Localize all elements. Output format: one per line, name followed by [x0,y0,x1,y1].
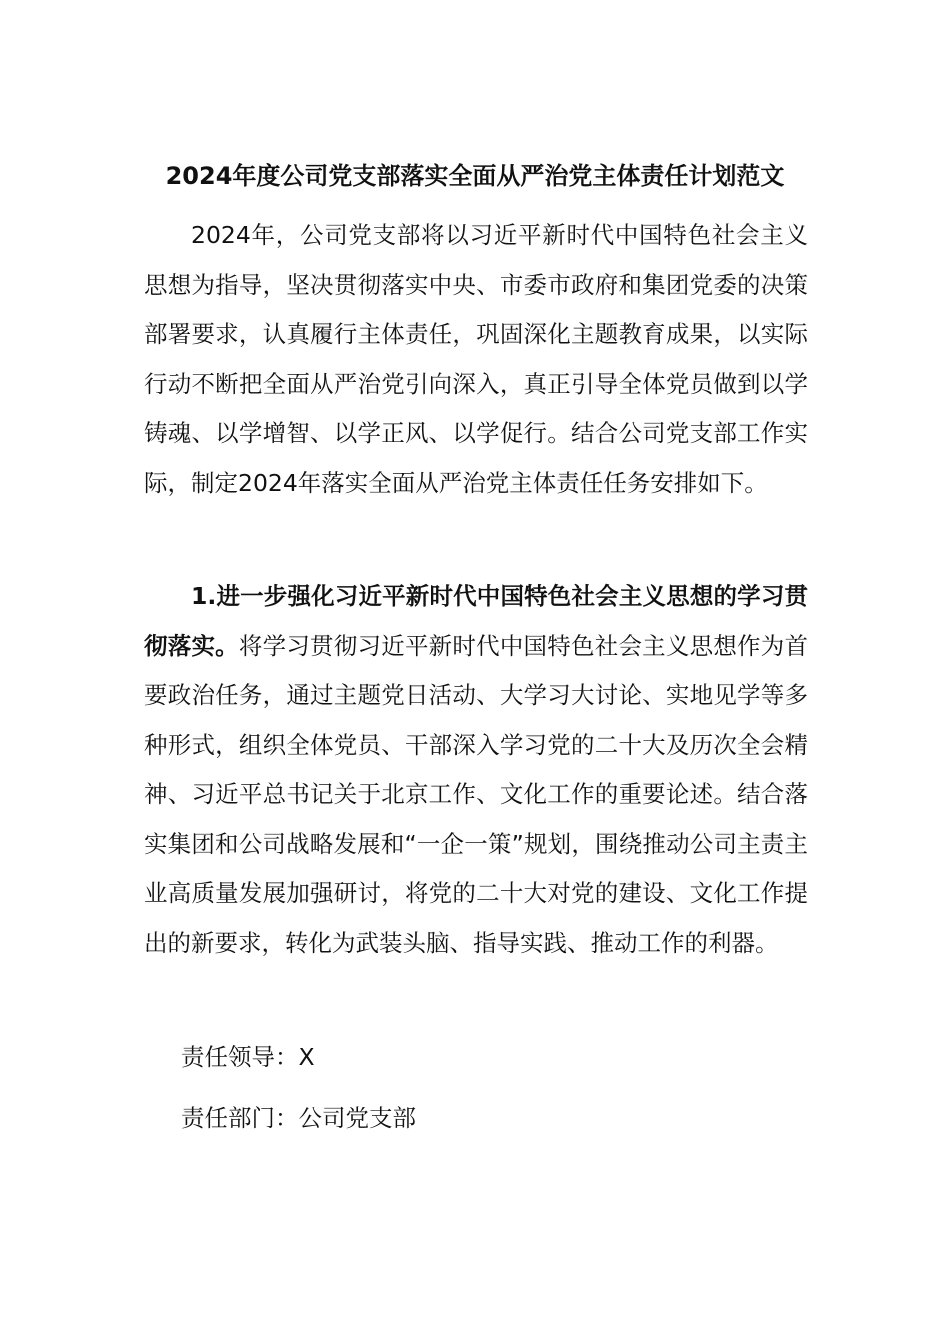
responsible-leader: 责任领导：X [181,1043,315,1071]
section-1-paragraph [144,572,808,968]
intro-paragraph: 2024年，公司党支部将以习近平新时代中国特色社会主义思想为指导，坚决贯彻落实中央、市委市政府和集团党委的决策部署要求，认真履行主体责任，巩固深化主题教育成果，以实际行动不断把全面从严治党引向深入，真正引导全体党员做到以学铸魂、以学增智、以学正风、以学促行。结合公司党支部工作实际，制定2024年落实全面从严治党主体责任任务安排如下。 [144,221,808,497]
section-1-heading: 1.进一步强化习近平新时代中国特色社会主义思想的学习贯彻落实。 [144,582,808,660]
responsible-department: 责任部门：公司党支部 [181,1104,416,1132]
document-title: 2024年度公司党支部落实全面从严治党主体责任计划范文 [165,162,785,190]
section-1-body: 将学习贯彻习近平新时代中国特色社会主义思想作为首要政治任务，通过主题党日活动、大学习大讨论、实地见学等多种形式，组织全体党员、干部深入学习党的二十大及历次全会精神、习近平总书记关于北京工作、文化工作的重要论述。结合落实集团和公司战略发展和“一企一策”规划，围绕推动公司主责主业高质量发展加强研讨，将党的二十大对党的建设、文化工作提出的新要求，转化为武装头脑、指导实践、推动工作的利器。 [144,631,809,957]
